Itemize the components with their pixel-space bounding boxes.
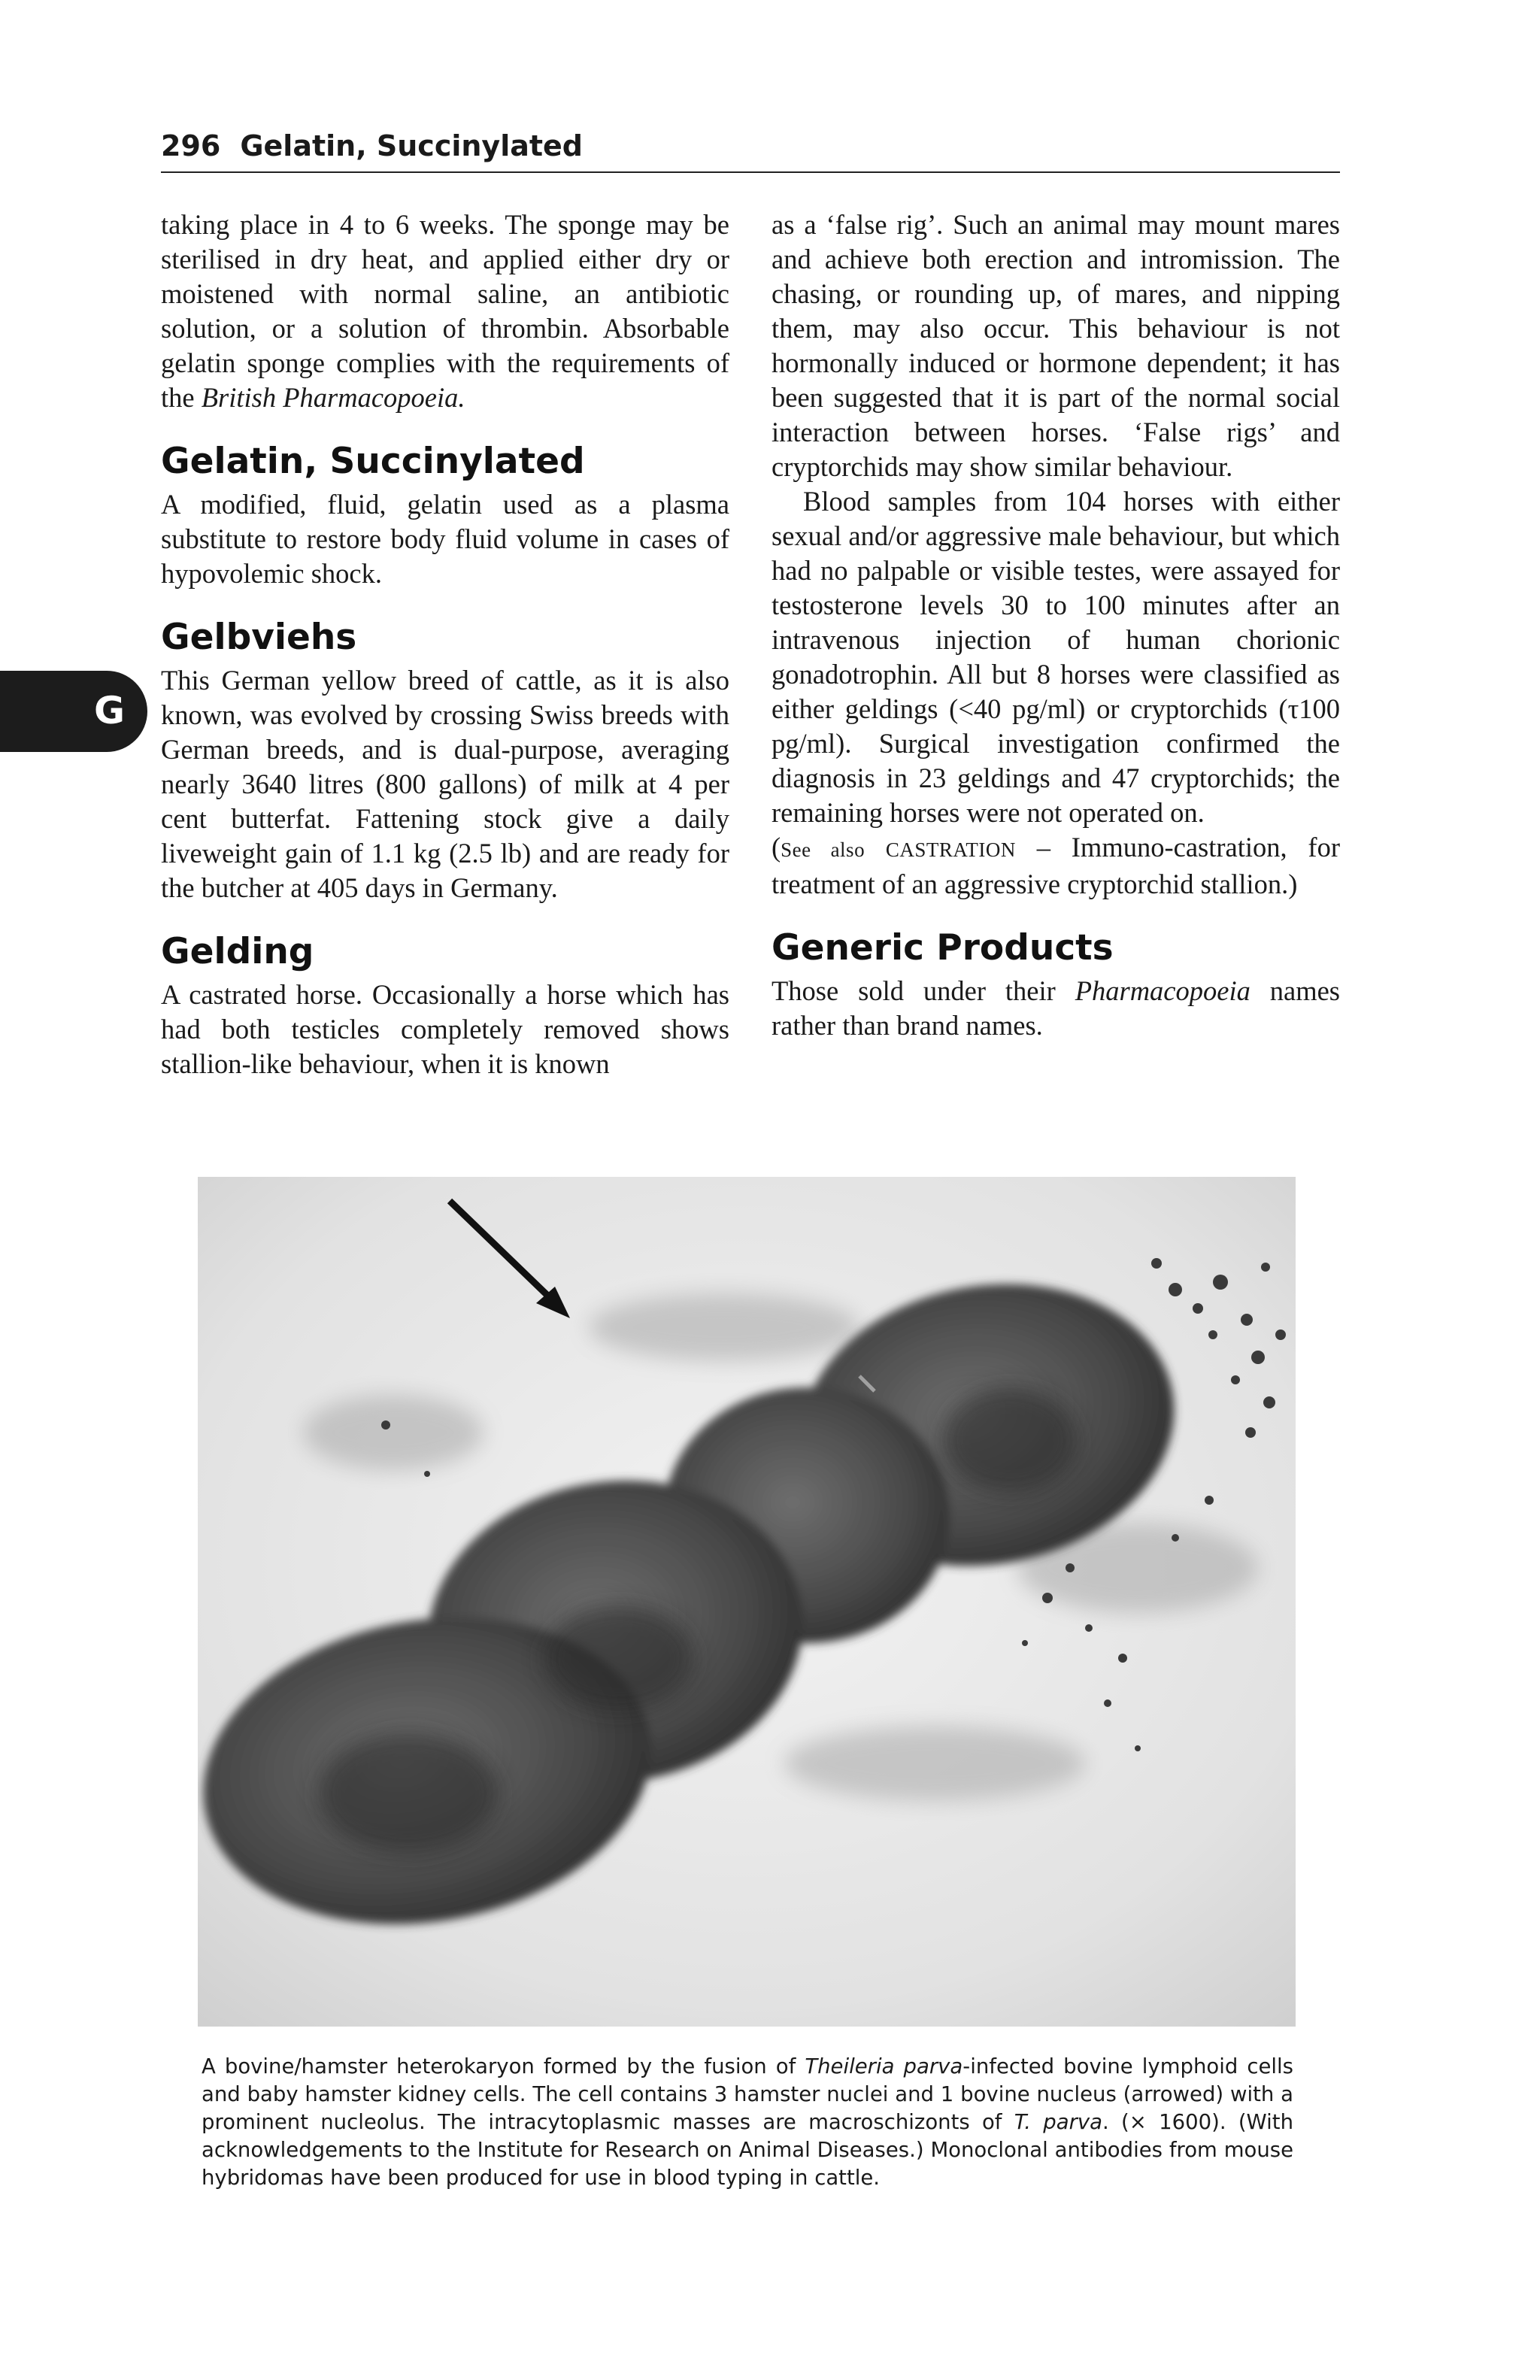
body-paragraph: as a ‘false rig’. Such an animal may mount mares and achieve both erection and intromission. The chasing, or rounding up, of mares, and nipping them, may also occur. This behaviour is not hormonally induced or hormone dependent; it has been suggested that it is part of the normal social interaction between horses. ‘False rigs’ and cryptorchids may show similar behaviour. — [772, 209, 1340, 482]
entry-text-italic: Pharmacopoeia — [1075, 975, 1250, 1006]
entry-heading: Generic Products — [772, 927, 1114, 969]
entry-heading: Gelding — [161, 931, 314, 972]
crossref-target: CASTRATION — [885, 838, 1016, 861]
caption-italic: T. parva — [1014, 2110, 1103, 2134]
crossref-rest: – Immuno-castration, for treatment of an aggressive cryptorchid stallion.) — [772, 832, 1340, 899]
thumb-tab-letter: G — [93, 689, 125, 732]
crossref-open: ( — [772, 832, 781, 863]
caption-italic: Theileria parva — [805, 2054, 963, 2078]
body-paragraph: Blood samples from 104 horses with either sexual and/or aggressive male behaviour, but which had no palpable or visible testes, were assayed for testosterone levels 30 to 100 minutes after an intravenous injection of human chorionic gonadotrophin. All but 8 horses were classified as either geldings (<40 pg/ml) or cryptorchids (τ100 pg/ml). Surgical investigation confirmed the diagnosis in 23 geldings and 47 cryptorchids; the remaining horses were not operated on. — [772, 486, 1340, 828]
continued-text-italic: British Pharmacopoeia. — [201, 382, 465, 413]
entry-heading: Gelbviehs — [161, 617, 357, 658]
caption-text: . (× 1600). (With acknowledgements to the Institute for Research on Animal Diseases.) Monoclonal antibodies from mouse hybridomas have been produced for use in blood typing in cattle. — [202, 2110, 1293, 2190]
caption-text: A bovine/hamster heterokaryon formed by the fusion of — [202, 2054, 805, 2078]
running-title: Gelatin, Succinylated — [240, 129, 583, 162]
cross-reference — [772, 830, 1340, 902]
entry-text: This German yellow breed of cattle, as it is also known, was evolved by crossing Swiss breeds with German breeds, and is dual-purpose, averaging nearly 3640 litres (800 gallons) of milk at 4 per cent butterfat. Fattening stock give a daily liveweight gain of 1.1 kg (2.5 lb) and are ready for the butcher at 405 days in Germany. — [161, 665, 729, 903]
entry-text: A castrated horse. Occasionally a horse which has had both testicles completely removed shows stallion-like behaviour, when it is known — [161, 979, 729, 1079]
crossref-see: See also — [781, 838, 865, 861]
entry-text — [772, 974, 1340, 1043]
continued-text: taking place in 4 to 6 weeks. The sponge may be sterilised in dry heat, and applied either dry or moistened with normal saline, an antibiotic solution, or a solution of thrombin. Absorbable gelatin sponge complies with the requirements of the — [161, 209, 729, 413]
entry-text-part: Those sold under their — [772, 975, 1075, 1006]
micrograph-image — [198, 1177, 1296, 2027]
continued-paragraph — [161, 208, 729, 415]
left-column — [161, 208, 729, 1081]
caption-text: -infected bovine lymphoid cells and baby hamster kidney cells. The cell contains 3 hamster nuclei and 1 bovine nucleus (arrowed) with a prominent nucleolus. The intracytoplasmic masses are macroschizonts of — [202, 2054, 1293, 2134]
micrograph-figure — [198, 1177, 1296, 2027]
running-header — [161, 126, 1340, 173]
figure-caption — [202, 2053, 1293, 2192]
entry-text: A modified, fluid, gelatin used as a plasma substitute to restore body fluid volume in cases of hypovolemic shock. — [161, 489, 729, 589]
entry-text-part: names rather than brand names. — [772, 975, 1340, 1041]
entry-heading: Gelatin, Succinylated — [161, 441, 585, 482]
section-thumb-tab — [0, 671, 147, 752]
page-number: 296 — [161, 129, 221, 162]
right-column — [772, 208, 1340, 1043]
